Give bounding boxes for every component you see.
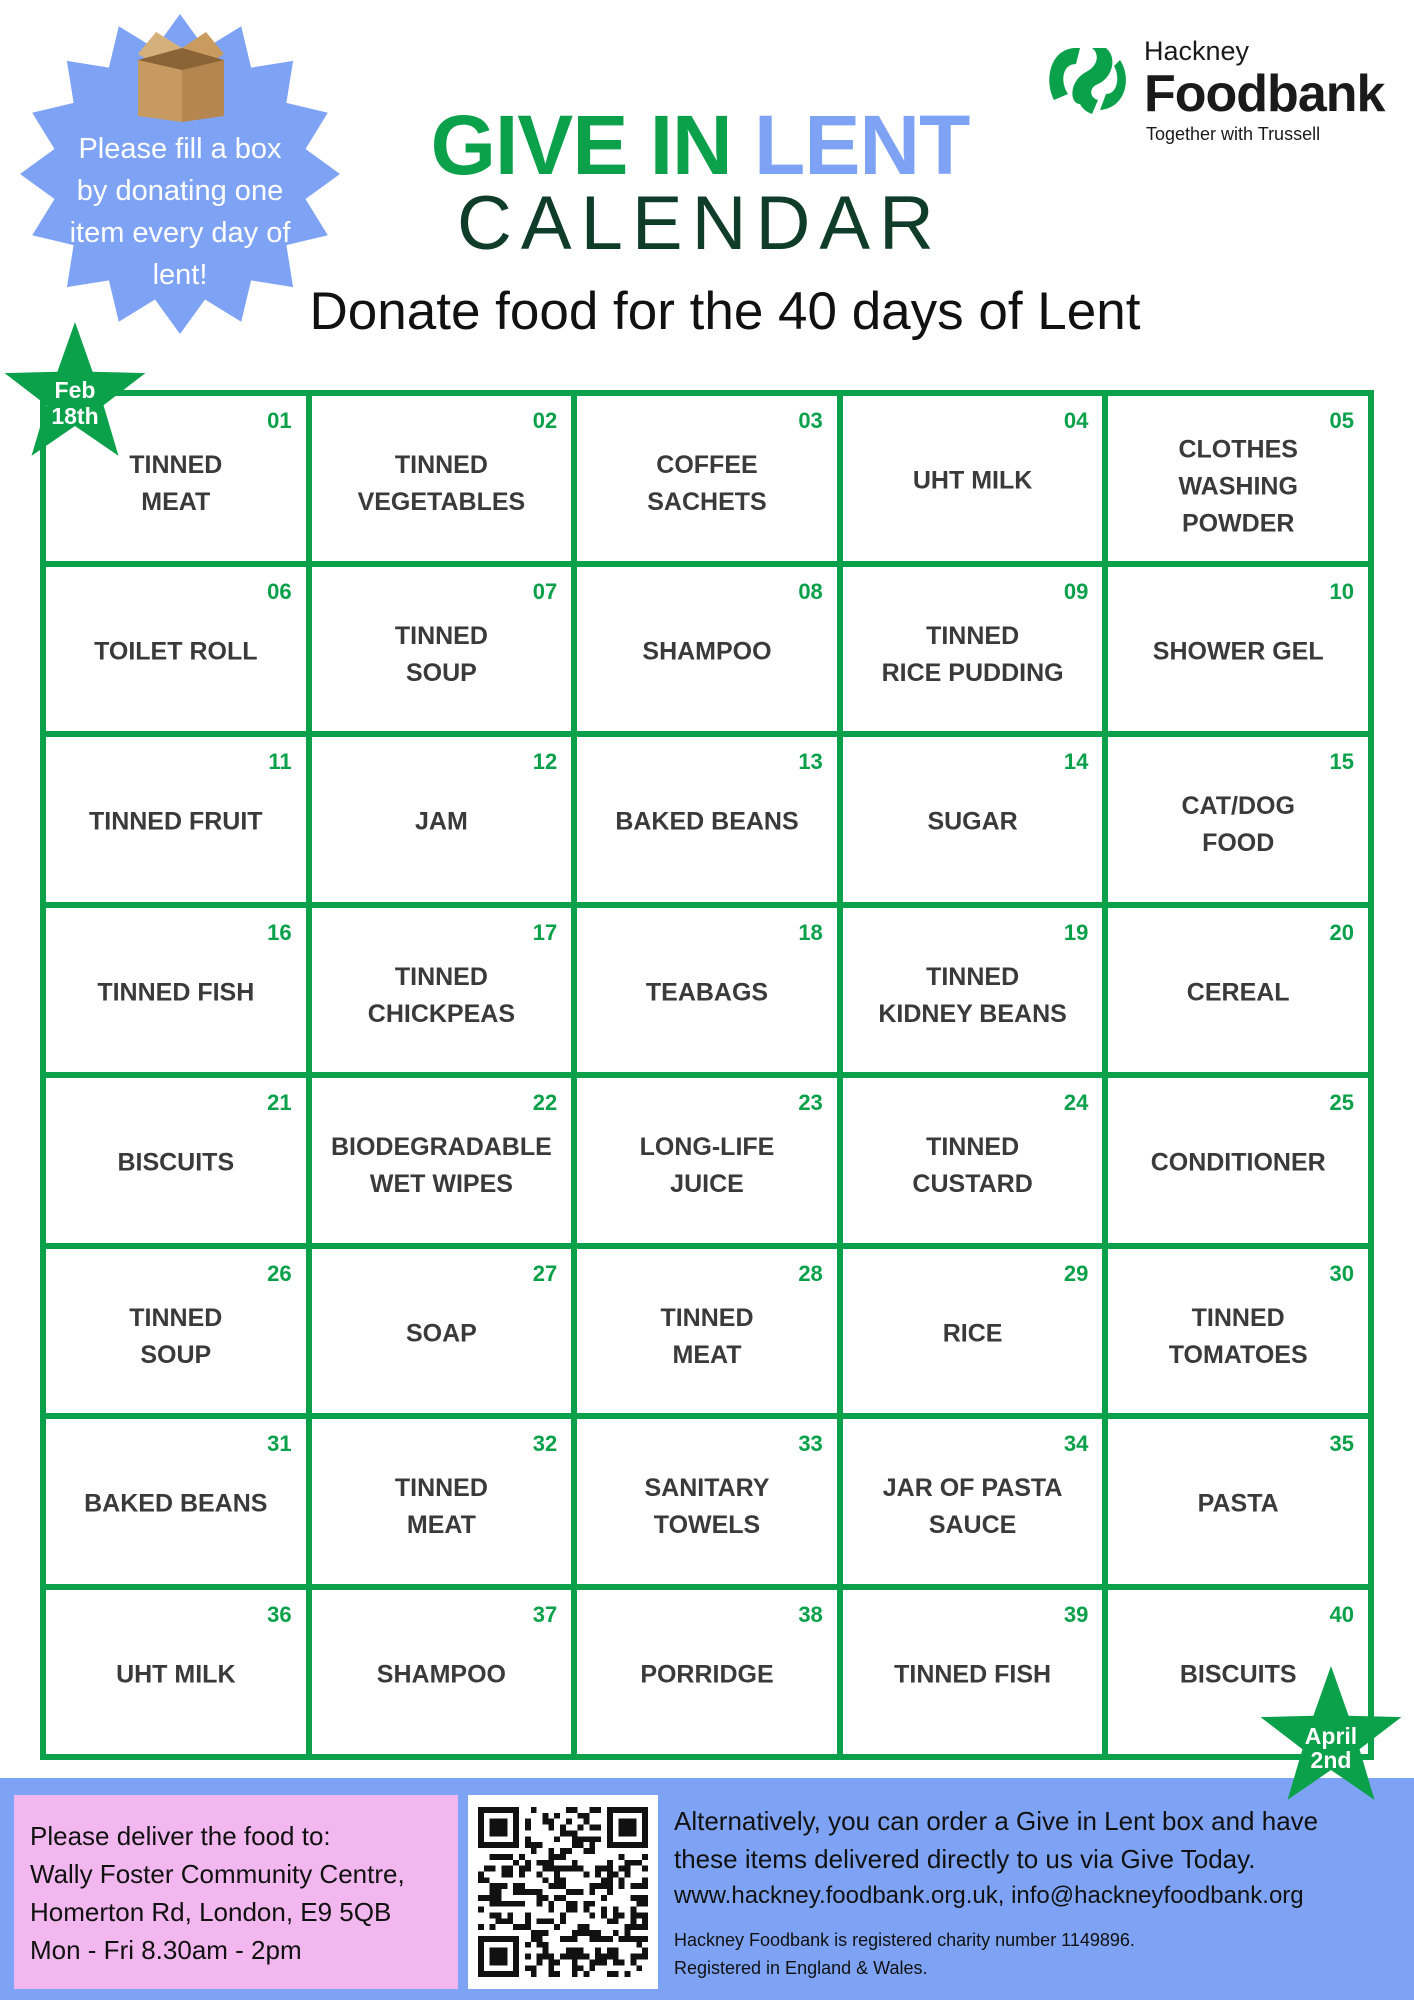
calendar-day-cell <box>312 737 572 902</box>
start-date-month: Feb <box>54 377 96 403</box>
day-number: 35 <box>1329 1431 1354 1456</box>
day-number: 14 <box>1063 749 1089 774</box>
foodbank-logo <box>1040 32 1390 152</box>
day-number: 04 <box>1063 408 1089 433</box>
calendar-day-cell <box>46 1078 306 1243</box>
calendar-day-cell <box>1108 1419 1368 1584</box>
day-item: CLOTHES WASHING POWDER <box>1178 435 1298 538</box>
day-item: TINNED MEAT <box>394 1474 488 1540</box>
day-number: 24 <box>1063 1090 1089 1115</box>
day-number: 29 <box>1063 1260 1089 1286</box>
calendar-day-cell <box>843 737 1103 902</box>
day-item: TINNED KIDNEY BEANS <box>878 962 1067 1028</box>
day-item: TOILET ROLL <box>94 637 258 666</box>
qr-code[interactable] <box>468 1795 658 1989</box>
day-item: TINNED SOUP <box>394 621 488 687</box>
address-line: Wally Foster Community Centre, <box>30 1859 405 1889</box>
day-number: 36 <box>267 1601 292 1627</box>
title-give-in: GIVE IN <box>430 98 732 192</box>
day-item: PASTA <box>1197 1489 1279 1518</box>
day-item: SHAMPOO <box>376 1660 506 1689</box>
end-date-month: April <box>1304 1723 1358 1749</box>
calendar-day-cell <box>843 1590 1103 1755</box>
calendar-day-cell <box>1108 908 1368 1073</box>
day-number: 19 <box>1063 919 1089 945</box>
day-number: 31 <box>267 1431 292 1456</box>
address-line: Homerton Rd, London, E9 5QB <box>30 1897 392 1927</box>
calendar-day-cell <box>577 1590 837 1755</box>
day-item: JAM <box>414 807 468 836</box>
give-today-info-cont: these items delivered directly to us via Give Today. <box>674 1844 1256 1874</box>
start-date-star <box>0 316 150 466</box>
delivery-address-box <box>14 1795 458 1989</box>
charity-registration: Registered in England & Wales. <box>674 1958 928 1978</box>
logo-line-hackney: Hackney <box>1144 36 1250 66</box>
opening-hours: Mon - Fri 8.30am - 2pm <box>30 1935 302 1965</box>
footer <box>0 1778 1414 2000</box>
day-item: BISCUITS <box>117 1148 235 1177</box>
day-number: 13 <box>798 749 823 774</box>
day-item: BISCUITS <box>1179 1660 1297 1689</box>
calendar-day-cell <box>312 396 572 561</box>
calendar-day-cell <box>577 567 837 732</box>
page-title <box>400 100 1000 190</box>
day-item: TINNED SOUP <box>129 1303 223 1369</box>
day-number: 39 <box>1063 1601 1089 1627</box>
day-number: 15 <box>1329 749 1354 774</box>
day-number: 05 <box>1329 408 1354 433</box>
day-number: 22 <box>532 1090 558 1115</box>
calendar-day-cell <box>46 1249 306 1414</box>
day-number: 16 <box>267 919 292 945</box>
calendar-day-cell <box>843 1078 1103 1243</box>
day-item: PORRIDGE <box>640 1660 774 1689</box>
day-number: 37 <box>532 1601 558 1627</box>
calendar-day-cell <box>46 737 306 902</box>
day-item: TINNED RICE PUDDING <box>881 621 1064 687</box>
badge-text: Please fill a box by donating one item every day of lent! <box>69 133 291 291</box>
day-number: 09 <box>1063 578 1089 604</box>
start-date-day: 18th <box>51 403 99 429</box>
day-item: CEREAL <box>1186 978 1290 1007</box>
day-item: TEABAGS <box>645 978 769 1007</box>
calendar-day-cell <box>843 1419 1103 1584</box>
day-number: 40 <box>1329 1601 1354 1627</box>
day-number: 28 <box>798 1260 823 1286</box>
day-number: 33 <box>798 1431 823 1456</box>
day-item: UHT MILK <box>912 466 1033 495</box>
day-number: 11 <box>268 749 292 774</box>
day-number: 18 <box>798 919 823 945</box>
day-number: 30 <box>1329 1260 1354 1286</box>
day-item: CAT/DOG FOOD <box>1181 792 1295 858</box>
cardboard-box-icon <box>126 26 236 126</box>
end-date-star <box>1256 1660 1406 1810</box>
title-lent: LENT <box>754 98 970 192</box>
calendar-day-cell <box>312 1078 572 1243</box>
day-item: SANITARY TOWELS <box>644 1474 770 1540</box>
calendar-day-cell <box>1108 737 1368 902</box>
calendar-day-cell <box>1108 1078 1368 1243</box>
calendar-day-cell <box>843 1249 1103 1414</box>
qr-code-icon <box>478 1805 648 1979</box>
day-number: 17 <box>532 919 558 945</box>
day-number: 10 <box>1329 578 1354 604</box>
contact-links[interactable]: www.hackney.foodbank.org.uk, info@hackneyfoodbank.org <box>674 1882 1304 1909</box>
logo-tagline: Together with Trussell <box>1146 124 1321 144</box>
day-number: 32 <box>532 1431 558 1456</box>
logo-line-foodbank: Foodbank <box>1144 65 1385 123</box>
day-number: 07 <box>532 578 558 604</box>
day-number: 06 <box>267 578 292 604</box>
day-number: 26 <box>267 1260 292 1286</box>
day-item: SHAMPOO <box>642 637 772 666</box>
calendar-day-cell <box>577 1419 837 1584</box>
day-item: BAKED BEANS <box>615 807 799 836</box>
page-subtitle: Donate food for the 40 days of Lent <box>309 282 1141 341</box>
day-item: LONG-LIFE JUICE <box>639 1133 775 1199</box>
day-number: 25 <box>1329 1090 1354 1115</box>
charity-number: Hackney Foodbank is registered charity number 1149896. <box>674 1930 1135 1950</box>
calendar-day-cell <box>577 737 837 902</box>
day-item: SOAP <box>405 1319 477 1348</box>
calendar-day-cell <box>312 1249 572 1414</box>
calendar-day-cell <box>312 1590 572 1755</box>
calendar-day-cell <box>577 396 837 561</box>
day-item: TINNED MEAT <box>129 451 223 517</box>
calendar-day-cell <box>46 567 306 732</box>
address-line: Please deliver the food to: <box>30 1821 331 1851</box>
day-item: TINNED CUSTARD <box>912 1133 1033 1199</box>
calendar-day-cell <box>312 908 572 1073</box>
calendar-day-cell <box>577 908 837 1073</box>
day-item: BAKED BEANS <box>84 1489 268 1518</box>
calendar-day-cell <box>1108 567 1368 732</box>
title-calendar: CALENDAR <box>457 181 943 266</box>
day-number: 23 <box>798 1090 823 1115</box>
day-number: 12 <box>532 749 558 774</box>
day-number: 27 <box>532 1260 558 1286</box>
foodbank-logo-icon <box>1040 38 1132 120</box>
day-number: 02 <box>532 408 558 433</box>
calendar-day-cell <box>843 567 1103 732</box>
day-item: JAR OF PASTA SAUCE <box>882 1474 1063 1540</box>
calendar-day-cell <box>46 908 306 1073</box>
day-number: 01 <box>267 408 292 433</box>
calendar-day-cell <box>843 908 1103 1073</box>
calendar-day-cell <box>1108 1249 1368 1414</box>
calendar-day-cell <box>312 1419 572 1584</box>
give-today-info: Alternatively, you can order a Give in Lent box and have <box>674 1806 1319 1836</box>
day-item: TINNED FISH <box>97 978 255 1007</box>
day-item: CONDITIONER <box>1150 1148 1326 1177</box>
day-item: TINNED FRUIT <box>88 807 263 836</box>
calendar-day-cell <box>843 396 1103 561</box>
end-date-day: 2nd <box>1310 1747 1352 1773</box>
day-item: SUGAR <box>927 807 1018 836</box>
calendar-day-cell <box>577 1078 837 1243</box>
day-number: 03 <box>798 408 823 433</box>
day-item: TINNED FISH <box>894 1660 1052 1689</box>
day-number: 38 <box>798 1601 823 1627</box>
day-number: 21 <box>267 1090 292 1115</box>
day-number: 08 <box>798 578 823 604</box>
day-number: 20 <box>1329 919 1354 945</box>
day-item: BIODEGRADABLE WET WIPES <box>330 1133 552 1199</box>
calendar-day-cell <box>577 1249 837 1414</box>
calendar-day-cell <box>1108 396 1368 561</box>
day-item: COFFEE SACHETS <box>647 451 767 517</box>
day-number: 34 <box>1063 1431 1089 1456</box>
day-item: UHT MILK <box>116 1660 236 1689</box>
lent-calendar-grid <box>40 390 1374 1760</box>
calendar-day-cell <box>312 567 572 732</box>
day-item: TINNED MEAT <box>660 1303 754 1369</box>
day-item: TINNED TOMATOES <box>1168 1303 1308 1369</box>
calendar-day-cell <box>46 1419 306 1584</box>
day-item: SHOWER GEL <box>1152 637 1324 666</box>
calendar-day-cell <box>46 1590 306 1755</box>
day-item: TINNED CHICKPEAS <box>367 962 516 1028</box>
day-item: TINNED VEGETABLES <box>357 451 526 517</box>
day-item: RICE <box>942 1319 1003 1348</box>
